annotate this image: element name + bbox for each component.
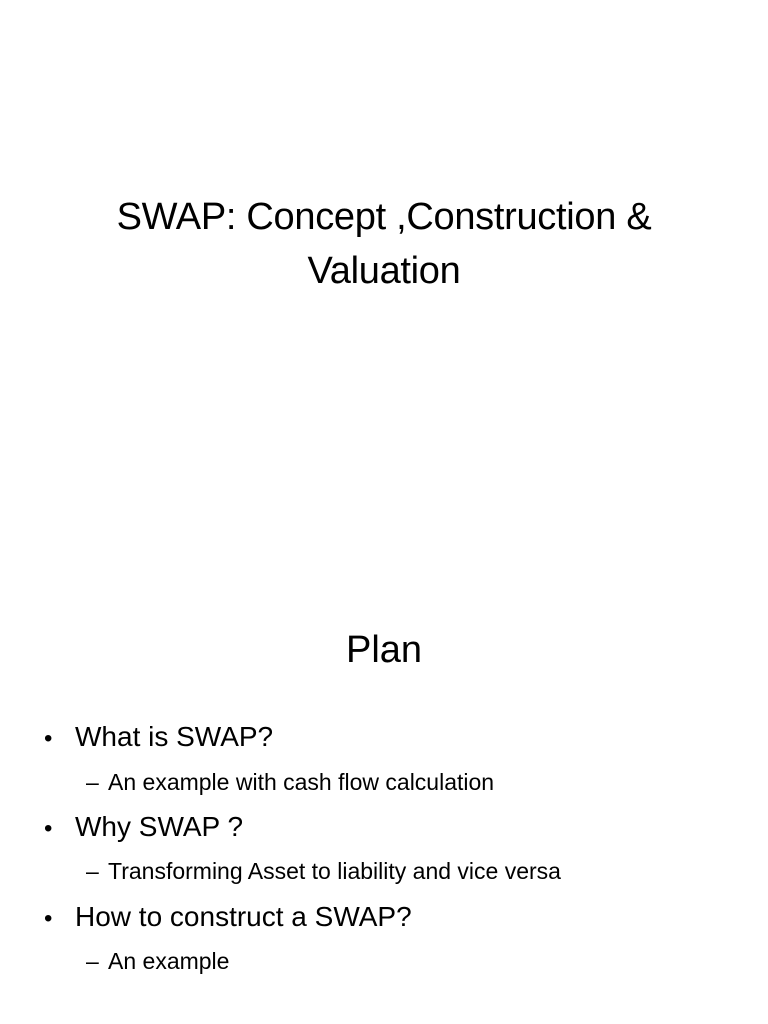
bullet-item — [44, 719, 273, 757]
slide-title — [40, 190, 728, 298]
plan-heading: Plan — [345, 629, 423, 671]
sub-bullet-text: An example with cash flow calculation — [108, 769, 495, 795]
sub-bullet-text: Transforming Asset to liability and vice versa — [108, 858, 561, 884]
sub-bullet-item — [86, 946, 229, 976]
sub-bullet-text: An example — [108, 948, 230, 974]
bullet-text: Why SWAP ? — [75, 811, 244, 842]
bullet-icon: • — [44, 725, 53, 752]
bullet-text: How to construct a SWAP? — [75, 901, 412, 932]
bullet-icon: • — [44, 905, 53, 932]
slide-title-line-2: Valuation — [307, 250, 461, 292]
dash-icon: – — [86, 769, 99, 795]
sub-bullet-item — [86, 856, 561, 886]
bullet-text: What is SWAP? — [75, 721, 274, 752]
plan-slide — [0, 512, 768, 1024]
slide-title-line-1: SWAP: Concept ,Construction & — [116, 196, 652, 238]
dash-icon: – — [86, 858, 99, 884]
sub-bullet-item — [86, 767, 494, 797]
bullet-item — [44, 899, 412, 937]
bullet-icon: • — [44, 815, 53, 842]
dash-icon: – — [86, 948, 99, 974]
bullet-item — [44, 809, 243, 847]
